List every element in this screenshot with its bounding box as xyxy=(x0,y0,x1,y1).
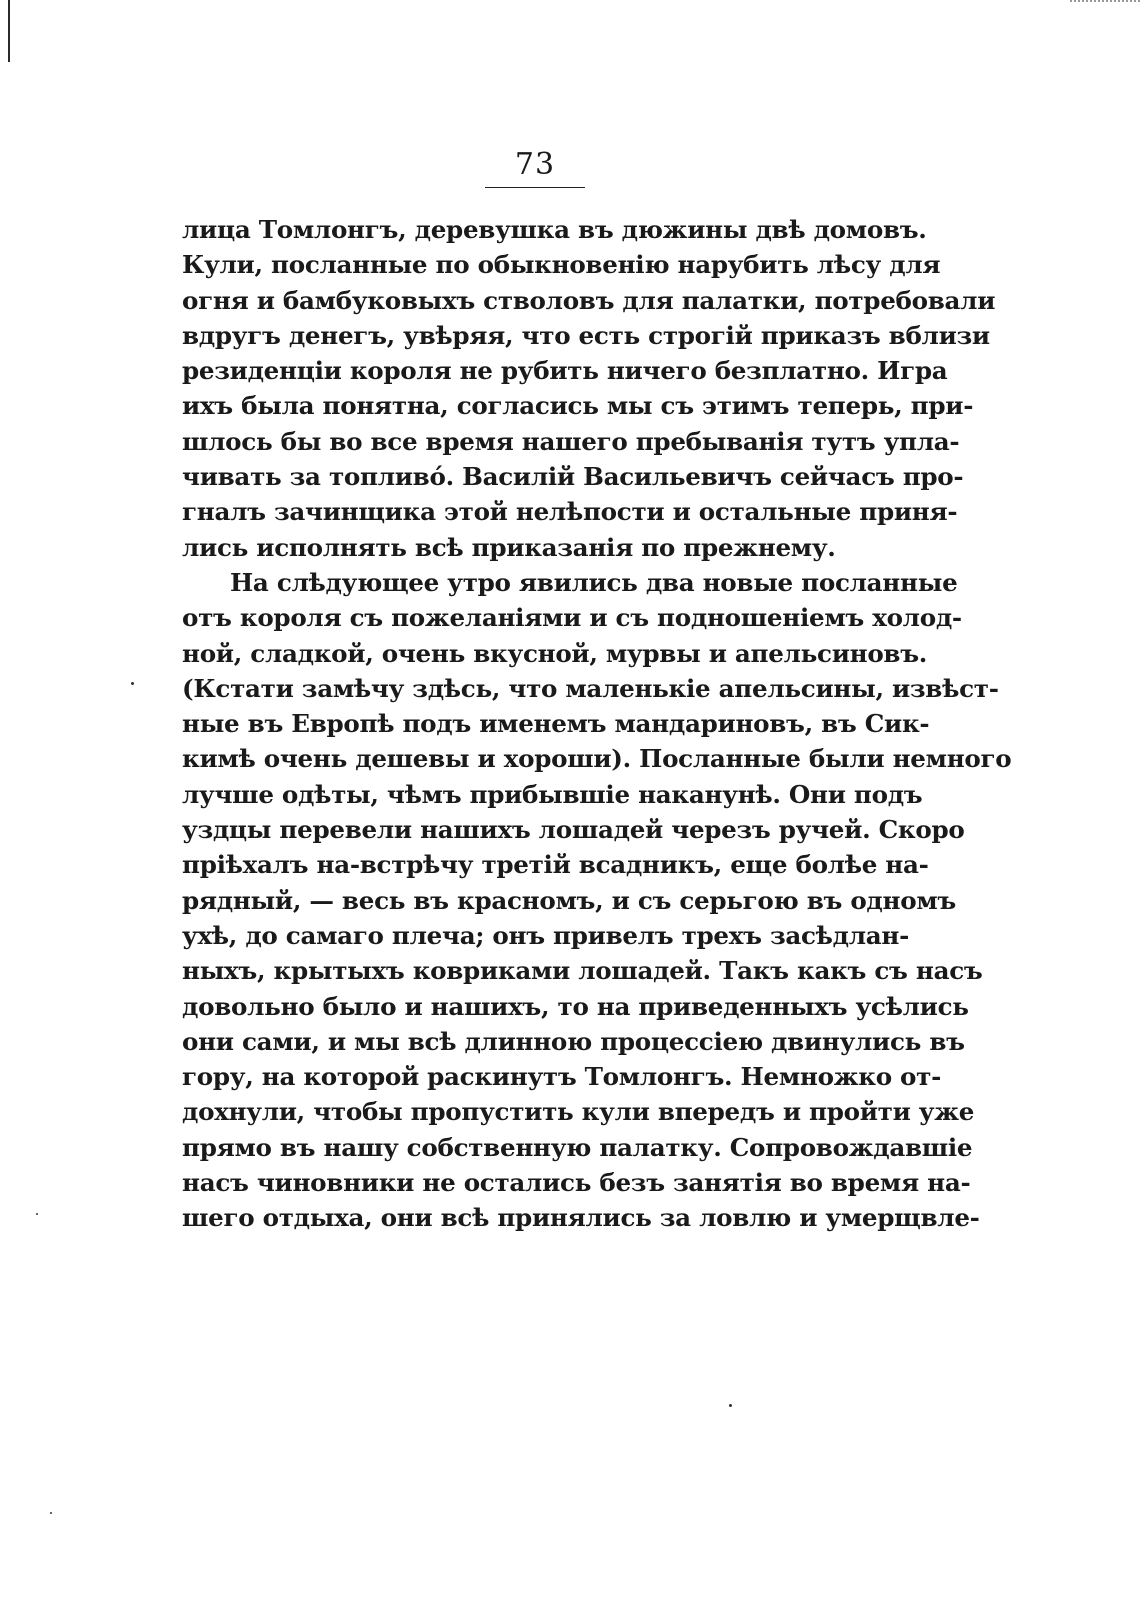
text-line: резиденціи короля не рубить ничего безплатно. Игра xyxy=(182,356,948,386)
text-line: уздцы перевели нашихъ лошадей черезъ ручей. Скоро xyxy=(182,815,965,845)
text-line: вдругъ денегъ, увѣряя, что есть строгій приказъ вблизи xyxy=(182,320,990,350)
text-line: насъ чиновники не остались безъ занятія во время на- xyxy=(182,1168,971,1198)
scan-edge-mark-right xyxy=(1070,0,1140,5)
text-line: лучше одѣты, чѣмъ прибывшіе наканунѣ. Они подъ xyxy=(182,779,923,809)
body-text xyxy=(182,212,1012,1236)
page-number-rule xyxy=(485,187,585,188)
text-line: лица Томлонгъ, деревушка въ дюжины двѣ домовъ. xyxy=(182,215,927,244)
scan-speck xyxy=(131,682,134,685)
text-line: огня и бамбуковыхъ стволовъ для палатки, потребовали xyxy=(182,285,996,315)
scan-speck xyxy=(50,1512,52,1514)
text-line: ныхъ, крытыхъ ковриками лошадей. Такъ какъ съ насъ xyxy=(182,956,983,986)
text-line: довольно было и нашихъ, то на приведенныхъ усѣлись xyxy=(182,991,969,1021)
text-line: они сами, и мы всѣ длинною процессіею двинулись въ xyxy=(182,1026,965,1056)
text-line: Кули, посланные по обыкновенію нарубить лѣсу для xyxy=(182,250,941,280)
text-line: гналъ зачинщика этой нелѣпости и остальные приня- xyxy=(182,497,958,527)
paragraph-start-line: На слѣдующее утро явились два новые посланные xyxy=(230,567,958,597)
page-number: 73 xyxy=(514,147,556,182)
text-line: гору, на которой раскинутъ Томлонгъ. Немножко от- xyxy=(182,1062,942,1092)
text-line: ной, сладкой, очень вкусной, мурвы и апельсиновъ. xyxy=(182,638,928,668)
text-line: рядный, — весь въ красномъ, и съ серьгою въ одномъ xyxy=(182,885,956,915)
paragraph-end-line: лись исполнять всѣ приказанія по прежнему. xyxy=(182,532,836,562)
text-line: ные въ Европѣ подъ именемъ мандариновъ, въ Сик- xyxy=(182,709,930,739)
text-line: кимѣ очень дешевы и хороши). Посланные были немного xyxy=(182,744,1012,774)
text-line: шлось бы во все время нашего пребыванія тутъ упла- xyxy=(182,426,960,456)
text-line: отъ короля съ пожеланіями и съ подношеніемъ холод- xyxy=(182,603,962,633)
scan-speck xyxy=(36,1213,38,1215)
text-line: ухѣ, до самаго плеча; онъ привелъ трехъ засѣдлан- xyxy=(182,920,910,950)
text-line: прямо въ нашу собственную палатку. Сопровождавшіе xyxy=(182,1132,973,1162)
text-line: шего отдыха, они всѣ принялись за ловлю и умерщвле- xyxy=(182,1203,980,1233)
text-line: чивать за топливо́. Василій Васильевичъ сейчасъ про- xyxy=(182,462,964,492)
text-line: дохнули, чтобы пропустить кули впередъ и пройти уже xyxy=(182,1097,975,1127)
text-line: (Кстати замѣчу здѣсь, что маленькіе апельсины, извѣст- xyxy=(182,673,999,703)
text-line: ихъ была понятна, согласись мы съ этимъ теперь, при- xyxy=(182,391,974,421)
scan-speck xyxy=(729,1404,732,1407)
scan-edge-mark xyxy=(8,0,10,62)
text-line: пріѣхалъ на-встрѣчу третій всадникъ, еще болѣе на- xyxy=(182,850,929,880)
